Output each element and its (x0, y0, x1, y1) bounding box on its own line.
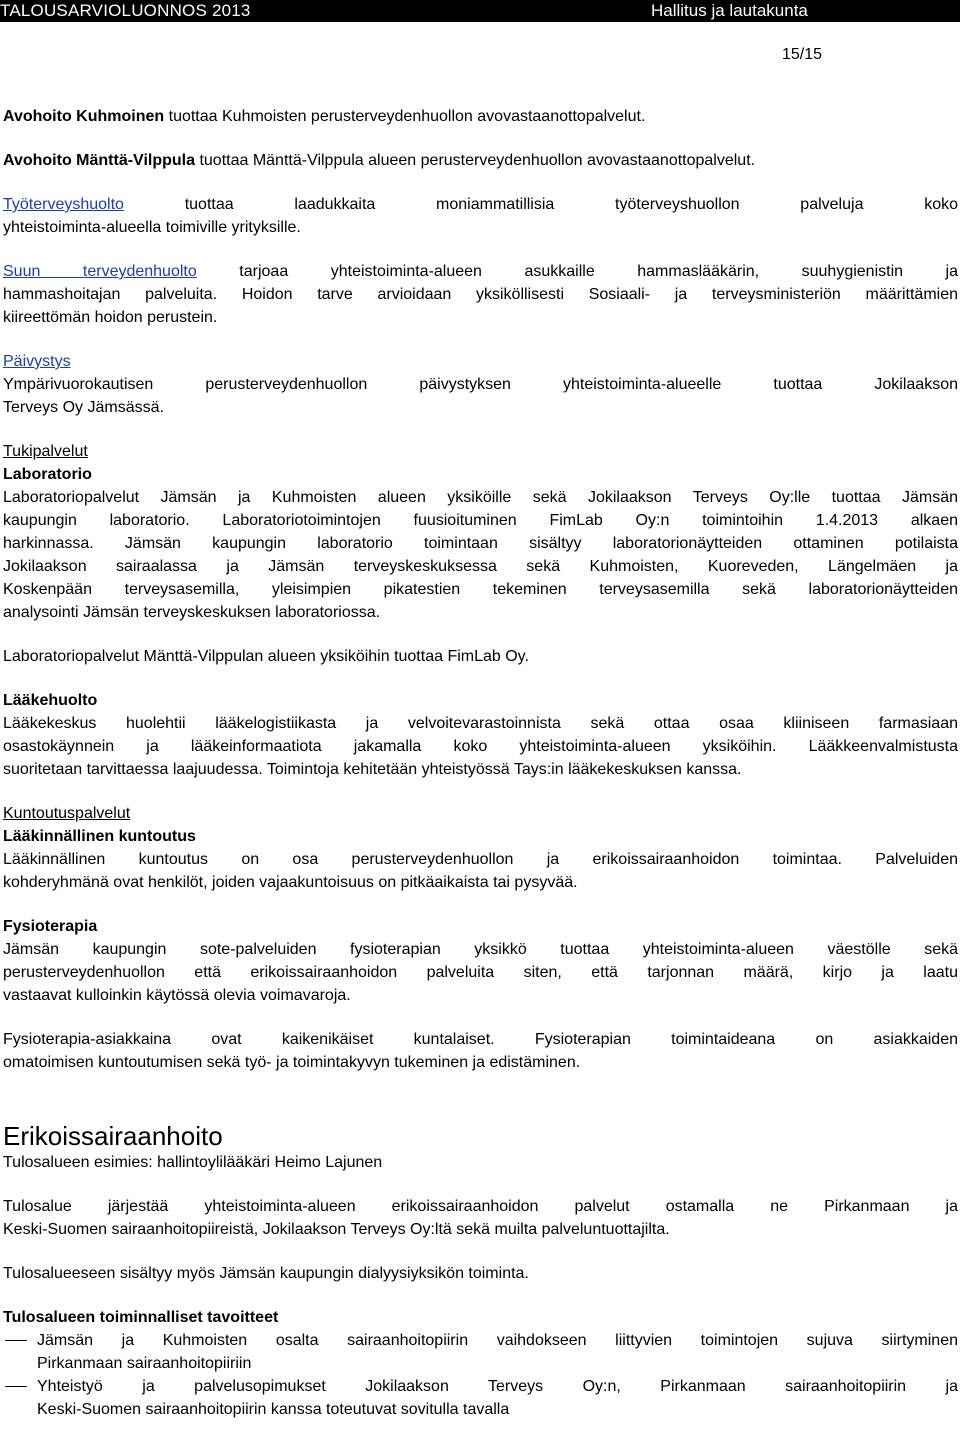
paragraph-avohoito-kuhmoinen (3, 105, 958, 128)
line: Lääkekeskus huolehtii lääkelogistiikasta ja velvoitevarastoinnista sekä ottaa osaa kliiniseen farmasiaan (3, 715, 958, 732)
line: Keski-Suomen sairaanhoitopiirin kanssa toteutuvat sovitulla tavalla (37, 1401, 510, 1418)
line: Pirkanmaan sairaanhoitopiiriin (37, 1355, 252, 1372)
paragraph-tyoterveyshuolto (3, 193, 958, 239)
text: tuottaa Mänttä-Vilppula alueen perusterveydenhuollon avovastaanottopalvelut. (195, 152, 756, 169)
paragraph-avohoito-mantta (3, 149, 958, 172)
link-suun-terveydenhuolto[interactable]: Suun terveydenhuolto (3, 263, 197, 280)
paragraph-laboratorio-mantta: Laboratoriopalvelut Mänttä-Vilppulan alueen yksiköihin tuottaa FimLab Oy. (3, 648, 529, 665)
text: tuottaa Kuhmoisten perusterveydenhuollon avovastaanottopalvelut. (164, 108, 646, 125)
paragraph-fysioterapia-asiakkaat (3, 1028, 958, 1074)
paragraph-fysioterapia (3, 938, 958, 1007)
line: Terveys Oy Jämsässä. (3, 399, 164, 416)
line: yhteistoiminta-alueella toimiville yrityksille. (3, 219, 301, 236)
line: Ympärivuorokautisen perusterveydenhuollon päivystyksen yhteistoiminta-alueelle tuottaa Jokilaakson (3, 376, 958, 393)
line: osastokäynnein ja lääkeinformaatiota jakamalla koko yhteistoiminta-alueen yksiköihin. Lääkkeenvalmistusta (3, 738, 958, 755)
document-section: Hallitus ja lautakunta (651, 1, 808, 20)
paragraph-laakehuolto (3, 712, 958, 781)
paragraph-suun-terveydenhuolto (3, 260, 958, 329)
heading-kuntoutuspalvelut (3, 802, 958, 825)
line (3, 193, 958, 216)
heading-tukipalvelut (3, 440, 958, 463)
header-band (0, 0, 960, 22)
line: Jokilaakson sairaalassa ja Jämsän terveyskeskuksessa sekä Kuhmoisten, Kuoreveden, Längelmäen ja (3, 558, 958, 575)
link-tyoterveyshuolto[interactable]: Työterveyshuolto (3, 196, 124, 213)
line: vastaavat kulloinkin käytössä olevia voimavaroja. (3, 987, 351, 1004)
heading-paivystys[interactable] (3, 350, 958, 373)
heading-fysioterapia: Fysioterapia (3, 918, 98, 935)
line: kohderyhmänä ovat henkilöt, joiden vajaakuntoisuus on pitkäaikaista tai pysyvää. (3, 874, 578, 891)
term: Avohoito Mänttä-Vilppula (3, 152, 195, 169)
line: perusterveydenhuollon että erikoissairaanhoidon palveluita siten, että tarjonnan määrä, kirjo ja laatu (3, 964, 958, 981)
line: Fysioterapia-asiakkaina ovat kaikenikäiset kuntalaiset. Fysioterapian toimintaideana on asiakkaiden (3, 1031, 958, 1048)
line: Jämsän kaupungin sote-palveluiden fysioterapian yksikkö tuottaa yhteistoiminta-alueen väestölle sekä (3, 941, 958, 958)
line: analysointi Jämsän terveyskeskuksen laboratoriossa. (3, 604, 381, 621)
line: harkinnassa. Jämsän kaupungin laboratorio toimintaan sisältyy laboratorionäytteiden ottaminen potilaista (3, 535, 958, 552)
paragraph-kuntoutus (3, 848, 958, 894)
line: Lääkinnällinen kuntoutus on osa perusterveydenhuollon ja erikoissairaanhoidon toimintaa. Palveluiden (3, 851, 958, 868)
subheading-laboratorio: Laboratorio (3, 466, 92, 483)
tavoitteet-list (3, 1329, 958, 1421)
page-number: 15/15 (782, 46, 823, 63)
heading-tavoitteet: Tulosalueen toiminnalliset tavoitteet (3, 1309, 279, 1326)
section-heading: Kuntoutuspalvelut (3, 805, 131, 822)
text: tuottaa laadukkaita moniammatillisia työterveyshuollon palveluja koko (123, 196, 958, 213)
dash-bullet-icon (5, 1340, 27, 1341)
paragraph-dialyysi: Tulosalueeseen sisältyy myös Jämsän kaupungin dialyysiyksikön toiminta. (3, 1265, 529, 1282)
document-title: TALOUSARVIOLUONNOS 2013 (0, 1, 251, 20)
paragraph-esimies: Tulosalueen esimies: hallintoylilääkäri Heimo Lajunen (3, 1154, 383, 1171)
subheading-laakinnallinen-kuntoutus: Lääkinnällinen kuntoutus (3, 828, 196, 845)
section-heading: Tukipalvelut (3, 443, 88, 460)
line: Tulosalue järjestää yhteistoiminta-alueen erikoissairaanhoidon palvelut ostamalla ne Pirkanmaan ja (3, 1198, 958, 1215)
line: kaupungin laboratorio. Laboratoriotoimintojen fuusioituminen FimLab Oy:n toimintoihin 1.4.2013 alkaen (3, 512, 958, 529)
paragraph-erikois (3, 1195, 958, 1241)
text: tarjoaa yhteistoiminta-alueen asukkaille hammaslääkärin, suuhygienistin ja (196, 263, 959, 280)
section-title-erikoissairaanhoito: Erikoissairaanhoito (3, 1121, 223, 1151)
paragraph-paivystys (3, 373, 958, 419)
line: suoritetaan tarvittaessa laajuudessa. Toimintoja kehitetään yhteistyössä Tays:in lääkekeskuksen kanssa. (3, 761, 742, 778)
heading-laakehuolto: Lääkehuolto (3, 692, 98, 709)
line: Koskenpään terveysasemilla, yleisimpien pikatestien tekeminen terveysasemilla sekä laboratorionäytteiden (3, 581, 958, 598)
line: kiireettömän hoidon perustein. (3, 309, 218, 326)
line (3, 260, 958, 283)
line: Keski-Suomen sairaanhoitopiireistä, Jokilaakson Terveys Oy:ltä sekä muilta palveluntuottajilta. (3, 1221, 670, 1238)
list-item (3, 1329, 958, 1375)
paragraph-laboratorio (3, 486, 958, 624)
line: hammashoitajan palveluita. Hoidon tarve arvioidaan yksiköllisesti Sosiaali- ja terveysministeriön määrittämien (3, 286, 958, 303)
document-body (3, 105, 958, 1421)
list-item (3, 1375, 958, 1421)
line: Laboratoriopalvelut Jämsän ja Kuhmoisten alueen yksiköille sekä Jokilaakson Terveys Oy:lle tuottaa Jämsän (3, 489, 958, 506)
term: Avohoito Kuhmoinen (3, 108, 165, 125)
line: Yhteistyö ja palvelusopimukset Jokilaakson Terveys Oy:n, Pirkanmaan sairaanhoitopiirin ja (37, 1378, 958, 1395)
dash-bullet-icon (5, 1386, 27, 1387)
line: Jämsän ja Kuhmoisten osalta sairaanhoitopiirin vaihdokseen liittyvien toimintojen sujuva siirtyminen (37, 1332, 958, 1349)
line: omatoimisen kuntoutumisen sekä työ- ja toimintakyvyn tukeminen ja edistäminen. (3, 1054, 581, 1071)
link-paivystys[interactable]: Päivystys (3, 353, 71, 370)
